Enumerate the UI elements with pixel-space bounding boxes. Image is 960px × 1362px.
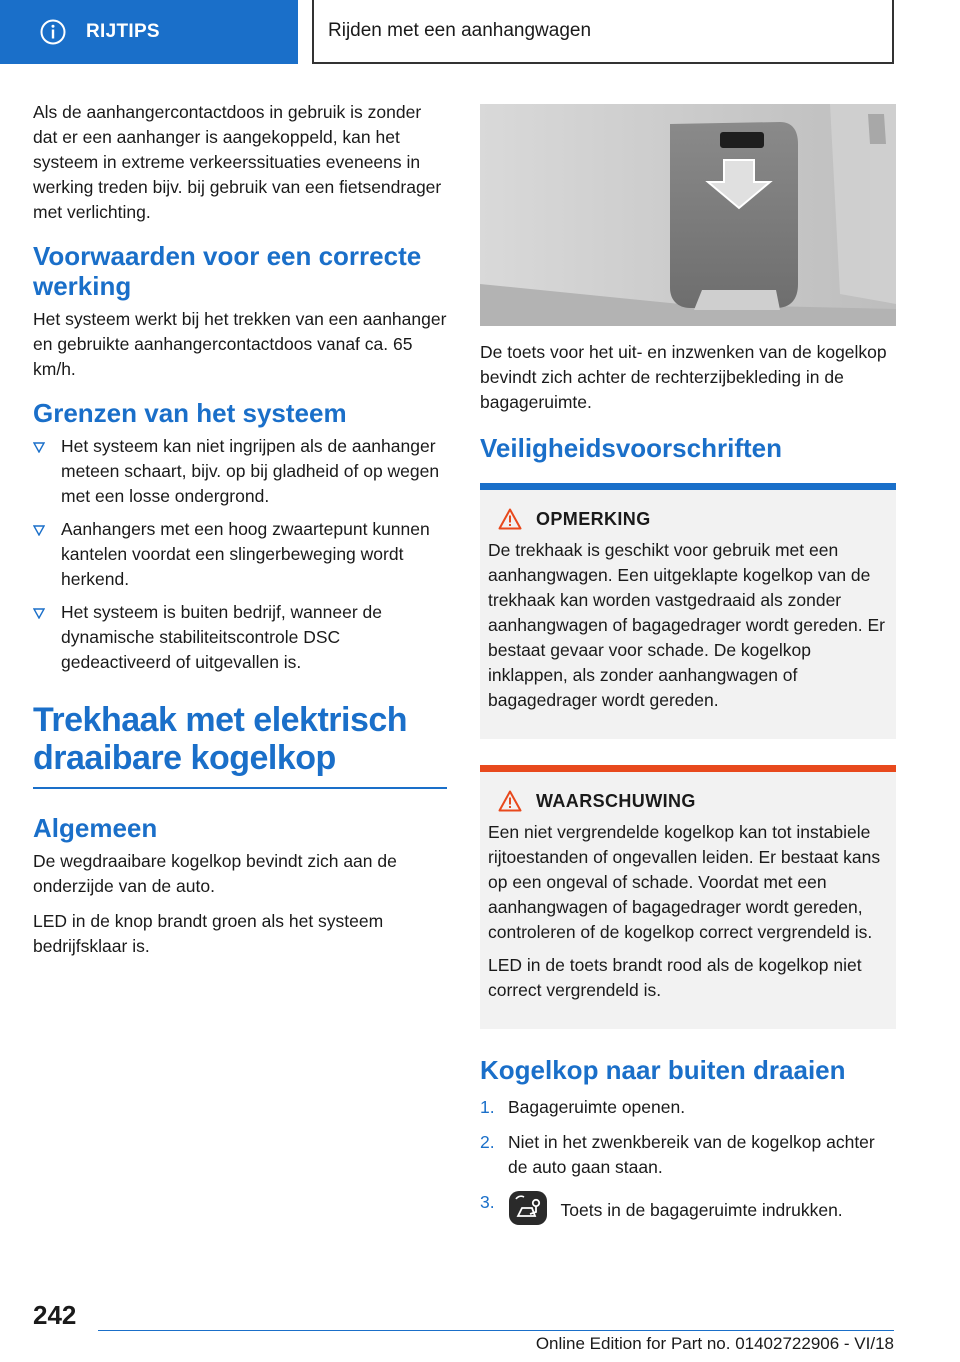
list-item-text: Het systeem kan niet ingrijpen als de aanhanger meteen schaart, bijv. op bij gladheid of op wegen met een losse ondergrond. [61,436,440,506]
warning-title: WAARSCHUWING [536,790,696,811]
heading-safety: Veiligheidsvoorschriften [480,433,782,463]
notice-title: OPMERKING [536,508,651,529]
warning-text-2: LED in de toets brandt rood als de kogelkop niet correct vergrendeld is. [488,955,862,1000]
step-text: Toets in de bagageruimte indrukken. [560,1200,843,1220]
list-item [33,600,447,675]
list-item [33,517,447,592]
heading-conditions: Voorwaarden voor een correcte werking [33,241,422,301]
heading-steps: Kogelkop naar buiten draaien [480,1055,846,1085]
notice-text: De trekhaak is geschikt voor gebruik met een aanhangwagen. Een uitgeklapte kogelkop van de trekhaak kan worden vastgedraaid als zonder aanhangwagen of bagagedrager wordt gereden. Er bestaat gevaar voor schade. De kogelkop inklappen, als zonder aanhangwagen of bagagedrager wordt gereden. [488,540,885,710]
section-label: RIJTIPS [86,21,160,42]
heading-main: Trekhaak met elektrisch draaibare kogelkop [33,701,408,777]
trunk-button-photo [480,104,896,326]
steps-list [480,1095,896,1226]
general-paragraph-2: LED in de knop brandt groen als het systeem bedrijfsklaar is. [33,911,384,956]
conditions-paragraph: Het systeem werkt bij het trekken van een aanhanger en gebruikte aanhangercontactdoos vanaf ca. 65 km/h. [33,309,447,379]
section-tab [0,0,298,64]
heading-rule [33,787,447,789]
notice-header [488,508,888,530]
info-icon [40,19,66,45]
step-text: Bagageruimte openen. [508,1097,686,1117]
step-item [480,1130,896,1180]
footer-rule [98,1330,894,1331]
step-number: 2. [480,1132,495,1152]
page-number: 242 [33,1300,77,1330]
intro-paragraph: Als de aanhangercontactdoos in gebruik is zonder dat er een aanhanger is aangekoppeld, kan het systeem in extreme verkeerssituaties eveneens in werking treden bijv. bij gebruik van een fietsendrager met verlichting. [33,102,442,222]
warning-triangle-icon [498,790,522,812]
list-item-text: Het systeem is buiten bedrijf, wanneer de dynamische stabiliteitscontrole DSC gedeactiveerd of uitgevallen is. [61,602,382,672]
right-column [480,100,896,1236]
general-paragraph-1: De wegdraaibare kogelkop bevindt zich aan de onderzijde van de auto. [33,851,397,896]
heading-general: Algemeen [33,813,158,843]
step-number: 3. [480,1192,495,1212]
warning-triangle-icon [498,508,522,530]
page-title: Rijden met een aanhangwagen [312,0,894,64]
triangle-bullet-icon [33,442,45,453]
list-item [33,434,447,509]
step-text: Niet in het zwenkbereik van de kogelkop achter de auto gaan staan. [508,1132,875,1177]
tow-hitch-button-icon [508,1190,548,1226]
triangle-bullet-icon [33,608,45,619]
heading-limits: Grenzen van het systeem [33,398,347,428]
step-item [480,1190,896,1226]
warning-text-1: Een niet vergrendelde kogelkop kan tot instabiele rijtoestanden of ongevallen leiden. Er bestaat kans op een ongeval of schade. Voordat met een aanhangwagen of bagagedrager wordt gereden, controleren of de kogelkop correct vergrendeld is. [488,822,881,942]
limits-list [33,434,447,675]
left-column [33,100,447,969]
notice-box [480,483,896,739]
photo-caption: De toets voor het uit- en inzwenken van de kogelkop bevindt zich achter de rechterzijbekleding in de bagageruimte. [480,342,887,412]
warning-box [480,765,896,1029]
triangle-bullet-icon [33,525,45,536]
step-number: 1. [480,1097,495,1117]
step-item [480,1095,896,1120]
edition-text: Online Edition for Part no. 01402722906 - VI/18 [535,1334,894,1353]
warning-header [488,790,888,812]
list-item-text: Aanhangers met een hoog zwaartepunt kunnen kantelen voordat een slingerbeweging wordt herkend. [61,519,430,589]
